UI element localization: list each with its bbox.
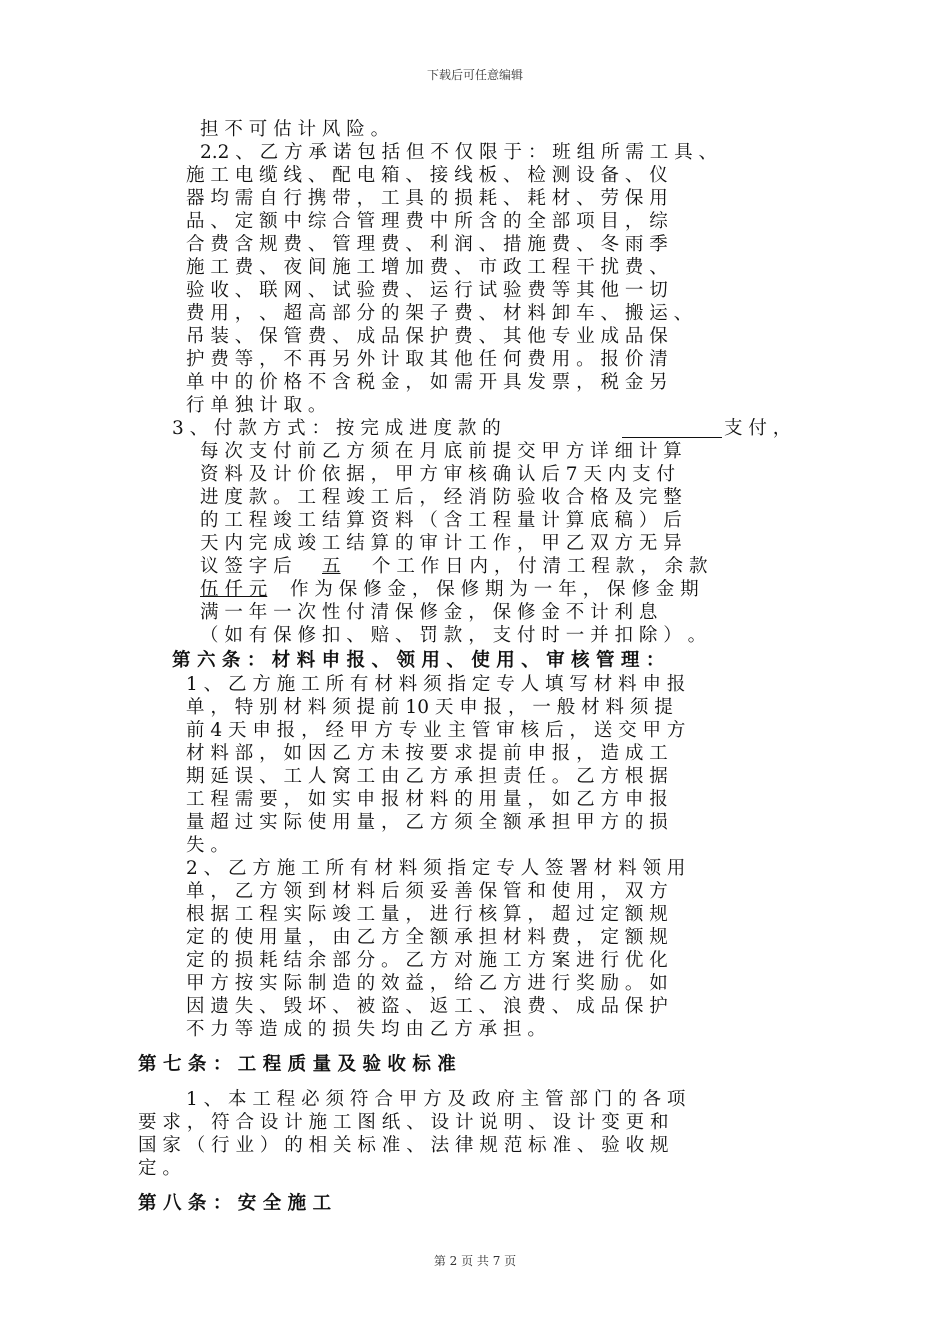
text-line: 定 。 (138, 1158, 181, 1179)
text-line: 担 不 可 估 计 风 险 。 (200, 119, 390, 140)
text-line: 吊 装 、 保 管 费 、 成 品 保 护 费 、 其 他 专 业 成 品 保 (186, 326, 668, 347)
text-line: 满 一 年 一 次 性 付 清 保 修 金 ， 保 修 金 不 计 利 息 (200, 602, 658, 623)
text-line: 根 据 工 程 实 际 竣 工 量 ， 进 行 核 算 ， 超 过 定 额 规 (186, 904, 668, 925)
text-line: 合 费 含 规 费 、 管 理 费 、 利 润 、 措 施 费 、 冬 雨 季 (186, 234, 668, 255)
text-line: 2.2 、 乙 方 承 诺 包 括 但 不 仅 限 于 ： 班 组 所 需 工 具 、 (200, 142, 718, 163)
text-line: 3 、 付 款 方 式 ： 按 完 成 进 度 款 的 (172, 418, 501, 439)
section-heading: 第 七 条 ： 工 程 质 量 及 验 收 标 准 (138, 1054, 456, 1075)
text-line: 器 均 需 自 行 携 带 ， 工 具 的 损 耗 、 耗 材 、 劳 保 用 (186, 188, 668, 209)
text-line: 甲 方 按 实 际 制 造 的 效 益 ， 给 乙 方 进 行 奖 励 。 如 (186, 973, 668, 994)
underlined-value: 五 (322, 556, 341, 577)
text-line: 单 中 的 价 格 不 含 税 金 ， 如 需 开 具 发 票 ， 税 金 另 (186, 372, 668, 393)
text-line: 支 付 ， (724, 418, 792, 439)
text-line: 资 料 及 计 价 依 据 ， 甲 方 审 核 确 认 后 7 天 内 支 付 (200, 464, 676, 485)
text-line: 1 、 乙 方 施 工 所 有 材 料 须 指 定 专 人 填 写 材 料 申 报 (186, 674, 686, 695)
text-line: 前 4 天 申 报 ， 经 甲 方 专 业 主 管 审 核 后 ， 送 交 甲 方 (186, 720, 686, 741)
text-line: 进 度 款 。 工 程 竣 工 后 ， 经 消 防 验 收 合 格 及 完 整 (200, 487, 682, 508)
text-line: 要 求 ， 符 合 设 计 施 工 图 纸 、 设 计 说 明 、 设 计 变 更 和 (138, 1112, 669, 1133)
text-line: （ 如 有 保 修 扣 、 赔 、 罚 款 ， 支 付 时 一 并 扣 除 ） 。 (200, 625, 707, 646)
text-line: 的 工 程 竣 工 结 算 资 料 （ 含 工 程 量 计 算 底 稿 ） 后 (200, 510, 682, 531)
text-line: 量 超 过 实 际 使 用 量 ， 乙 方 须 全 额 承 担 甲 方 的 损 (186, 812, 668, 833)
text-line: 个 工 作 日 内 ， 付 清 工 程 款 ， 余 款 (372, 556, 708, 577)
text-line: 定 的 损 耗 结 余 部 分 。 乙 方 对 施 工 方 案 进 行 优 化 (186, 950, 668, 971)
text-line: 天 内 完 成 竣 工 结 算 的 审 计 工 作 ， 甲 乙 双 方 无 异 (200, 533, 682, 554)
text-line: 费 用 ， 、 超 高 部 分 的 架 子 费 、 材 料 卸 车 、 搬 运 、 (186, 303, 693, 324)
text-line: 单 ， 特 别 材 料 须 提 前 10 天 申 报 ， 一 般 材 料 须 提 (186, 697, 673, 718)
text-line: 材 料 部 ， 如 因 乙 方 未 按 要 求 提 前 申 报 ， 造 成 工 (186, 743, 668, 764)
text-line: 护 费 等 ， 不 再 另 外 计 取 其 他 任 何 费 用 。 报 价 清 (186, 349, 668, 370)
text-line: 国 家 （ 行 业 ） 的 相 关 标 准 、 法 律 规 范 标 准 、 验 收 规 (138, 1135, 669, 1156)
text-line: 施 工 费 、 夜 间 施 工 增 加 费 、 市 政 工 程 干 扰 费 、 (186, 257, 668, 278)
page-footer: 第 2 页 共 7 页 (433, 1254, 517, 1268)
underlined-value: 伍 仟 元 (200, 579, 268, 600)
section-heading: 第 八 条 ： 安 全 施 工 (138, 1193, 332, 1214)
text-line: 期 延 误 、 工 人 窝 工 由 乙 方 承 担 责 任 。 乙 方 根 据 (186, 766, 668, 787)
text-line: 作 为 保 修 金 ， 保 修 期 为 一 年 ， 保 修 金 期 (290, 579, 699, 600)
text-line: 失 。 (186, 835, 229, 856)
blank-underline (622, 437, 722, 438)
text-line: 行 单 独 计 取 。 (186, 395, 327, 416)
section-heading: 第 六 条 ： 材 料 申 报 、 领 用 、 使 用 、 审 核 管 理 ： (172, 650, 665, 671)
text-line: 不 力 等 造 成 的 损 失 均 由 乙 方 承 担 。 (186, 1019, 546, 1040)
text-line: 单 ， 乙 方 领 到 材 料 后 须 妥 善 保 管 和 使 用 ， 双 方 (186, 881, 668, 902)
text-line: 2 、 乙 方 施 工 所 有 材 料 须 指 定 专 人 签 署 材 料 领 用 (186, 858, 686, 879)
text-line: 因 遗 失 、 毁 坏 、 被 盗 、 返 工 、 浪 费 、 成 品 保 护 (186, 996, 668, 1017)
text-line: 每 次 支 付 前 乙 方 须 在 月 底 前 提 交 甲 方 详 细 计 算 (200, 441, 682, 462)
text-line: 工 程 需 要 ， 如 实 申 报 材 料 的 用 量 ， 如 乙 方 申 报 (186, 789, 668, 810)
text-line: 1 、 本 工 程 必 须 符 合 甲 方 及 政 府 主 管 部 门 的 各 项 (186, 1089, 686, 1110)
text-line: 议 签 字 后 (200, 556, 292, 577)
text-line: 定 的 使 用 量 ， 由 乙 方 全 额 承 担 材 料 费 ， 定 额 规 (186, 927, 668, 948)
page-header: 下载后可任意编辑 (426, 68, 523, 82)
text-line: 验 收 、 联 网 、 试 验 费 、 运 行 试 验 费 等 其 他 一 切 (186, 280, 668, 301)
text-line: 施 工 电 缆 线 、 配 电 箱 、 接 线 板 、 检 测 设 备 、 仪 (186, 165, 668, 186)
text-line: 品 、 定 额 中 综 合 管 理 费 中 所 含 的 全 部 项 目 ， 综 (186, 211, 668, 232)
